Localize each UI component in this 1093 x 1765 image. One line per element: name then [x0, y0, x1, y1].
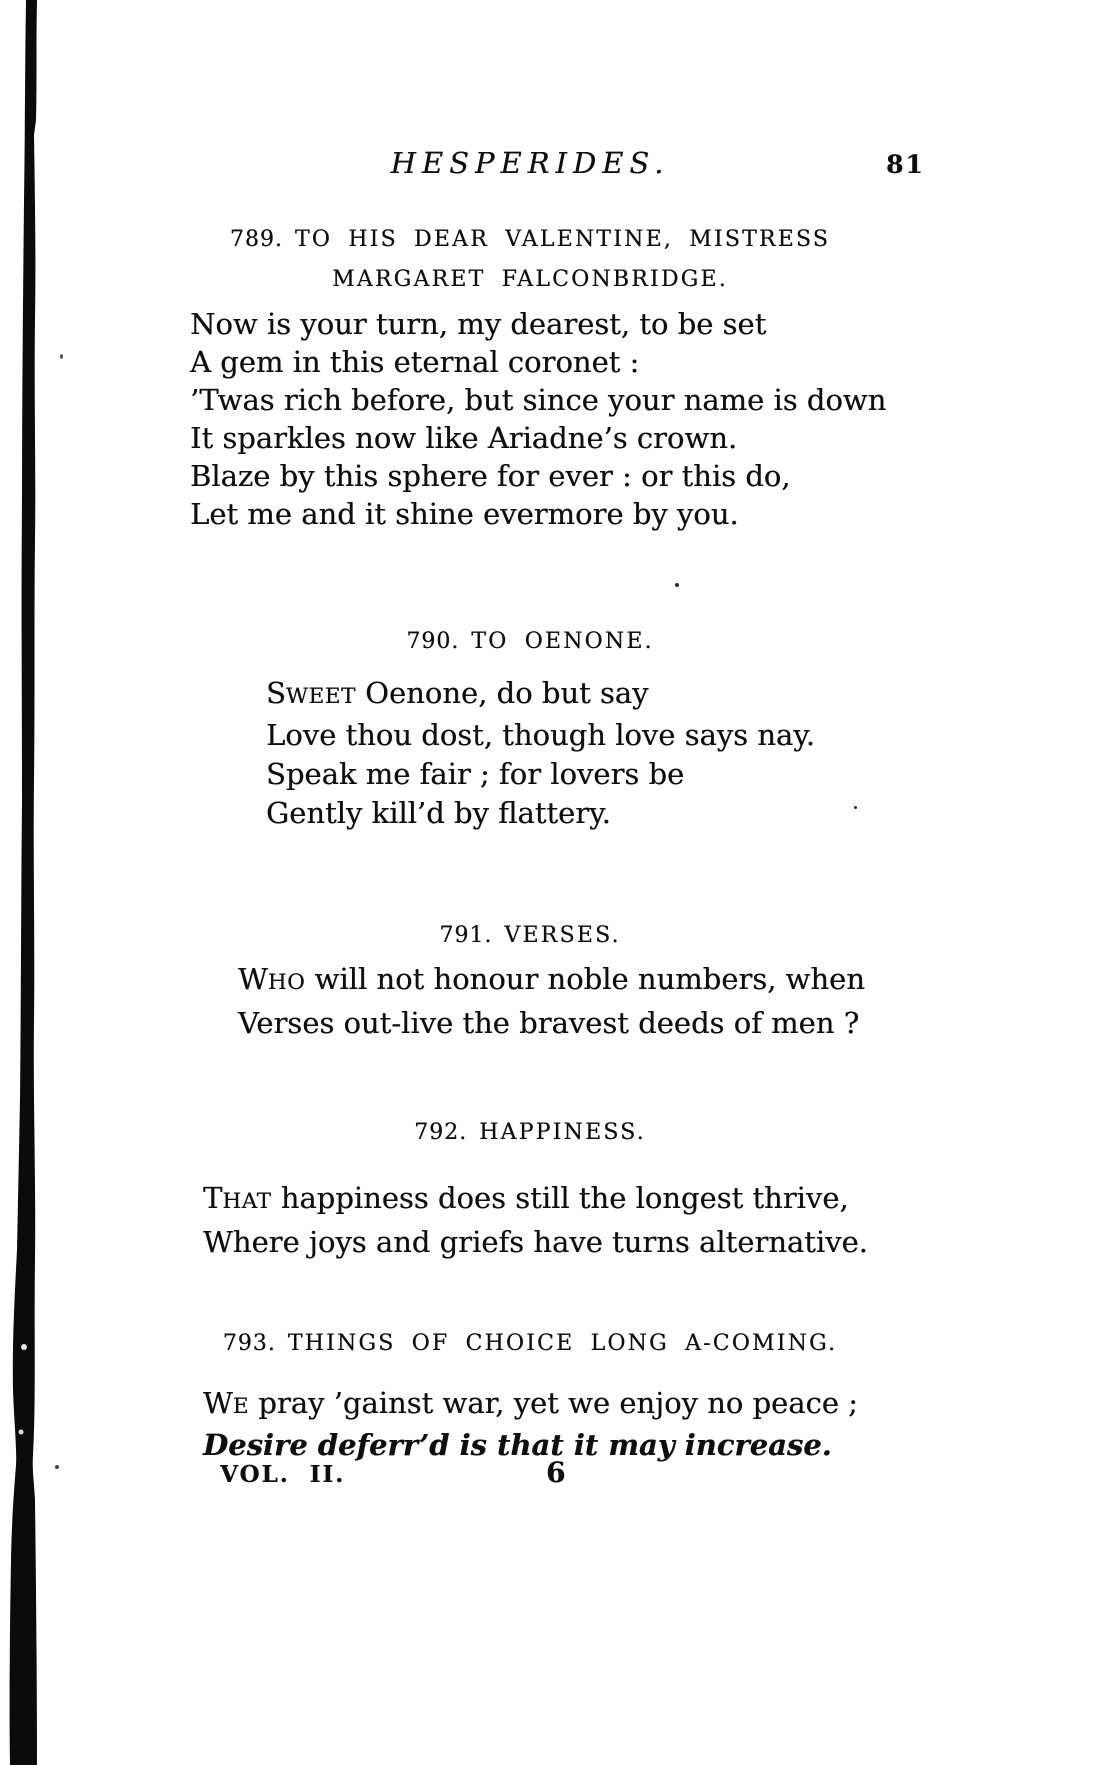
poem-792-body	[203, 1178, 868, 1262]
poem-line: Gently kill’d by flattery.	[266, 796, 611, 830]
line-rest: pray ’gainst war, yet we enjoy no peace ;	[249, 1386, 858, 1420]
poem-line	[203, 1384, 858, 1426]
poem-791-title: VERSES.	[504, 923, 621, 948]
poem-line: It sparkles now like Ariadne’s crown.	[190, 421, 738, 455]
ink-speck	[854, 806, 857, 809]
poem-line	[203, 1178, 868, 1222]
footer-signature: 6	[546, 1456, 566, 1489]
poem-790-body	[266, 674, 815, 833]
poem-789-body	[190, 305, 886, 533]
poem-792-title: HAPPINESS.	[479, 1120, 646, 1145]
poem-line: Now is your turn, my dearest, to be set	[190, 307, 767, 341]
running-title: HESPERIDES.	[390, 146, 670, 180]
poem-line: Speak me fair ; for lovers be	[266, 757, 685, 791]
poem-790-number: 790.	[406, 629, 460, 654]
poem-793-title: THINGS OF CHOICE LONG A-COMING.	[287, 1331, 838, 1356]
lead-cap: S	[266, 676, 286, 710]
lead-small-caps: HO	[267, 970, 306, 995]
poem-793-number: 793.	[222, 1331, 276, 1356]
poem-line	[266, 674, 815, 716]
binding-shadow	[0, 0, 50, 1765]
lead-cap: W	[203, 1386, 233, 1420]
poem-line: Where joys and griefs have turns alternative.	[203, 1225, 868, 1259]
ink-speck	[55, 1465, 59, 1469]
poem-793-body	[203, 1384, 858, 1464]
line-rest: will not honour noble numbers, when	[305, 962, 865, 996]
lead-cap: W	[238, 962, 268, 996]
line-rest: Oenone, do but say	[355, 676, 649, 710]
ink-speck	[60, 354, 63, 359]
poem-790-title: TO OENONE.	[471, 629, 654, 654]
poem-line: Love thou dost, though love says nay.	[266, 718, 815, 752]
poem-789-title-line1	[150, 220, 910, 260]
line-rest: happiness does still the longest thrive,	[271, 1181, 849, 1215]
poem-line: A gem in this eternal coronet :	[190, 345, 640, 379]
lead-small-caps: HAT	[222, 1189, 272, 1214]
poem-heading-792	[150, 1113, 910, 1153]
poem-line: Verses out-live the bravest deeds of men ?	[238, 1006, 860, 1040]
poem-791-body	[238, 959, 865, 1043]
poem-heading-789	[150, 220, 910, 300]
lead-small-caps: WEET	[285, 684, 356, 709]
poem-791-number: 791.	[439, 923, 493, 948]
poem-789-number: 789.	[229, 227, 283, 252]
poem-789-title: TO HIS DEAR VALENTINE, MISTRESS	[294, 227, 831, 252]
poem-line: Blaze by this sphere for ever : or this do,	[190, 459, 791, 493]
poem-line: Let me and it shine evermore by you.	[190, 497, 739, 531]
poem-line: ’Twas rich before, but since your name is down	[190, 383, 887, 417]
lead-small-caps: E	[232, 1394, 250, 1419]
poem-heading-793	[150, 1324, 910, 1364]
lead-cap: T	[203, 1181, 223, 1215]
poem-line	[238, 959, 865, 1003]
poem-789-title-line2: MARGARET FALCONBRIDGE.	[332, 267, 728, 292]
page-number: 81	[886, 150, 925, 179]
poem-792-number: 792.	[414, 1120, 468, 1145]
footer-volume: VOL. II.	[220, 1461, 346, 1488]
poem-heading-791	[150, 916, 910, 956]
poem-line-italic: Desire deferr’d is that it may increase.	[203, 1428, 832, 1462]
ink-speck	[675, 583, 679, 587]
poem-heading-790	[150, 622, 910, 662]
